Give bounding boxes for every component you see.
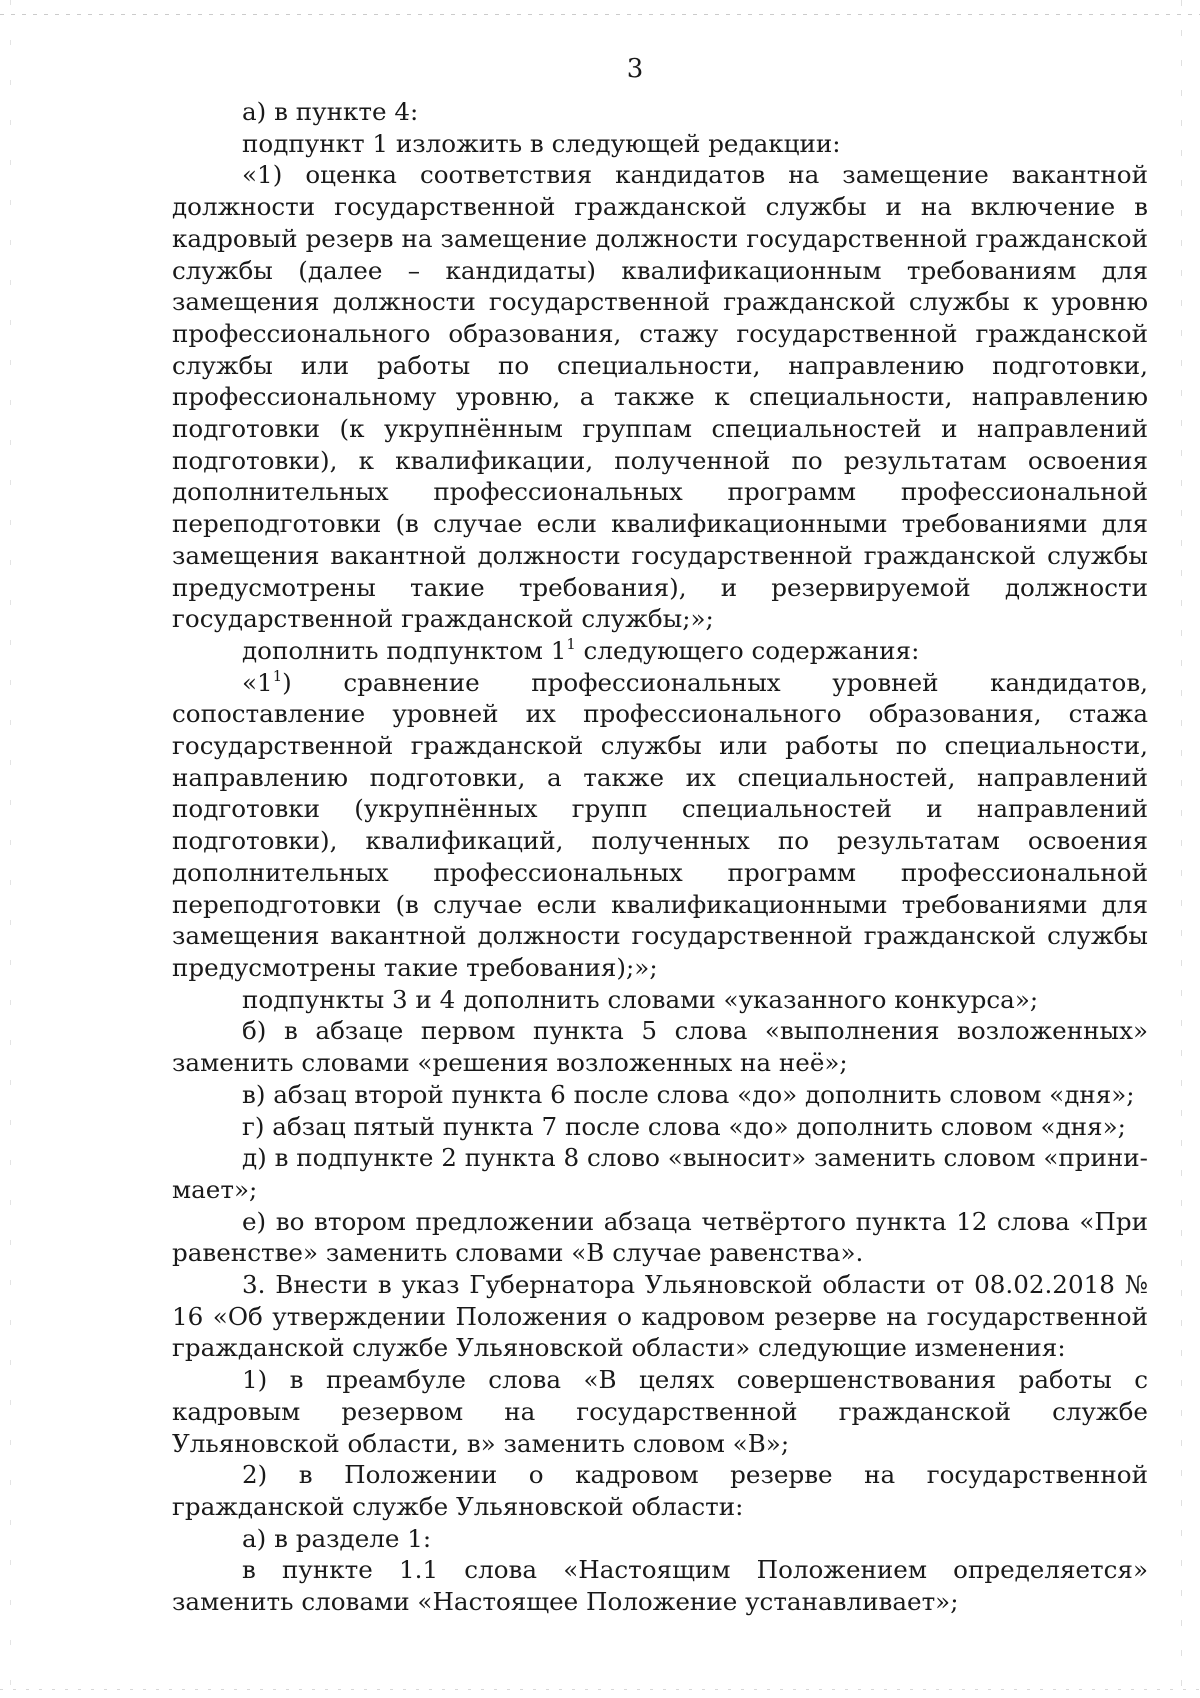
text-fragment: следующего содержания: xyxy=(575,635,920,665)
paragraph: д) в подпункте 2 пункта 8 слово «выносит» заменить словом «прини-мает»; xyxy=(172,1143,1148,1204)
scan-edge-left xyxy=(10,0,11,1698)
paragraph-with-superscript xyxy=(172,667,1148,984)
paragraph: в) абзац второй пункта 6 после слова «до» дополнить словом «дня»; xyxy=(242,1079,1135,1109)
paragraph: 3. Внести в указ Губернатора Ульяновской области от 08.02.2018 № 16 «Об утверждении Положения о кадровом резерве на государственной гражданской службе Ульяновской области» следующие изменения: xyxy=(172,1270,1148,1363)
text-fragment: «1 xyxy=(242,667,273,697)
paragraph: 2) в Положении о кадровом резерве на государственной гражданской службе Ульяновской области: xyxy=(172,1460,1148,1521)
paragraph: а) в пункте 4: xyxy=(242,97,419,126)
superscript: 1 xyxy=(272,668,283,686)
paragraph: в пункте 1.1 слова «Настоящим Положением определяется» заменить словами «Настоящее Положение устанавливает»; xyxy=(172,1555,1148,1617)
paragraph: подпункты 3 и 4 дополнить словами «указанного конкурса»; xyxy=(242,984,1039,1014)
paragraph: г) абзац пятый пункта 7 после слова «до» дополнить словом «дня»; xyxy=(242,1111,1126,1141)
page-number: 3 xyxy=(626,54,644,84)
document-body xyxy=(172,96,1148,1618)
paragraph: 1) в преамбуле слова «В целях совершенствования работы с кадровым резервом на государственной гражданской службе Ульяновской области, в» заменить словом «В»; xyxy=(172,1365,1148,1458)
scan-edge-right xyxy=(1181,0,1182,1698)
paragraph-with-superscript xyxy=(172,635,1148,667)
scan-edge-bottom xyxy=(0,1689,1200,1690)
paragraph: е) во втором предложении абзаца четвёртого пункта 12 слова «При равенстве» заменить словами «В случае равенства». xyxy=(172,1206,1148,1268)
scan-edge-top xyxy=(0,14,1200,15)
paragraph: подпункт 1 изложить в следующей редакции: xyxy=(242,128,841,158)
superscript: 1 xyxy=(566,636,576,654)
paragraph: «1) оценка соответствия кандидатов на замещение вакантной должности государственной гражданской службы и на включение в кадровый резерв на замещение должности государственной гражданской службы (далее – кандидаты) квалификационным требованиям для замещения должности государственной гражданской службы к уровню профессионального образования, стажу государственной гражданской службы или работы по специальности, направлению подготовки, профессиональному уровню, а также к специальности, направлению подготовки (к укрупнённым группам специальностей и направлений подготовки), к квалификации, полученной по результатам освоения дополнительных профессиональных программ профессиональной переподготовки (в случае если квалификационными требованиями для замещения вакантной должности государственной гражданской службы предусмотрены такие требования), и резервируемой должности государственной гражданской службы;»; xyxy=(172,160,1148,634)
paragraph: б) в абзаце первом пункта 5 слова «выполнения возложенных» заменить словами «решения возложенных на неё»; xyxy=(172,1016,1148,1078)
text-fragment: дополнить подпунктом 1 xyxy=(242,635,567,665)
text-fragment: ) сравнение профессиональных уровней кандидатов, сопоставление уровней их профессионального образования, стажа государственной гражданской службы или работы по специальности, направлению подготовки, а также их специальностей, направлений подготовки (укрупнённых групп специальностей и направлений подготовки), квалификаций, полученных по результатам освоения дополнительных профессиональных программ профессиональной переподготовки (в случае если квалификационными требованиями для замещения вакантной должности государственной гражданской службы предусмотрены такие требования);»; xyxy=(172,667,1148,982)
paragraph: а) в разделе 1: xyxy=(242,1523,432,1553)
